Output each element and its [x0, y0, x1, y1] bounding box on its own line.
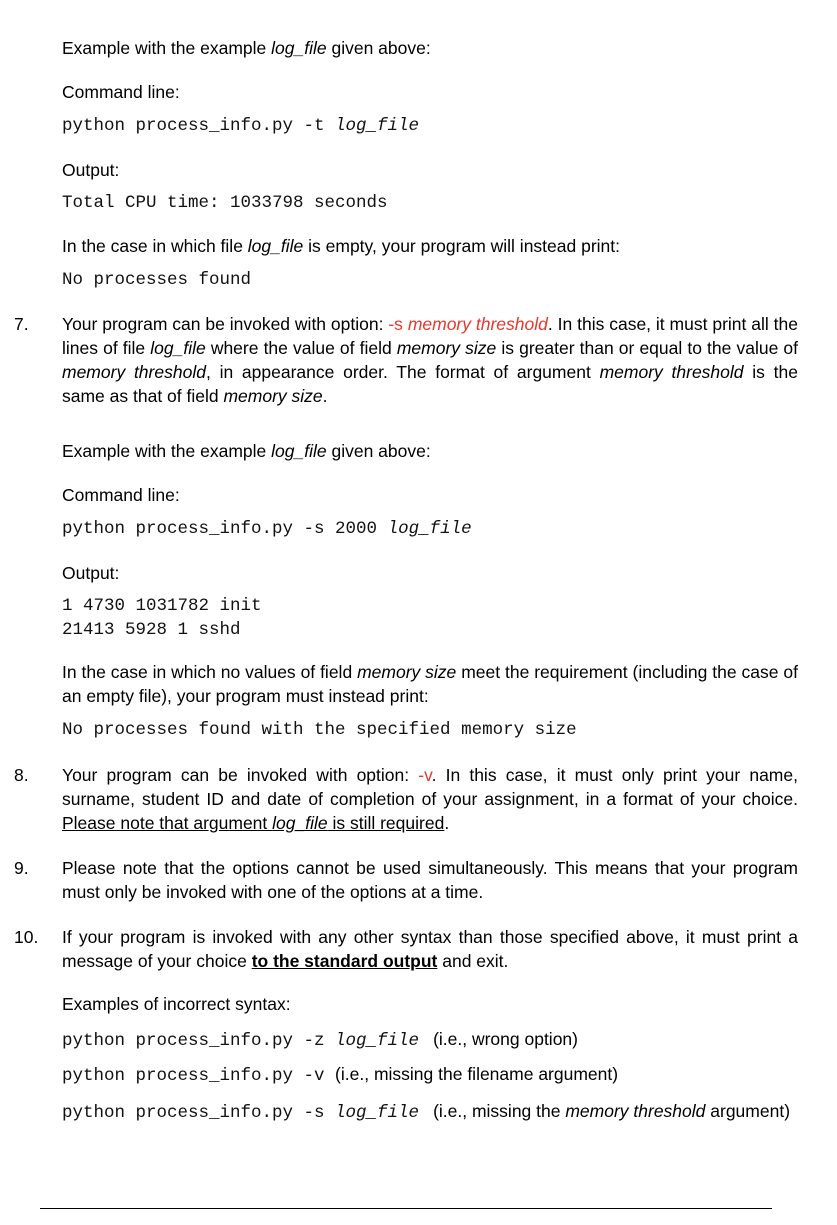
item-7-text: Your program can be invoked with option: -s memory threshold. In this case, it must print all the lines of file log_file where the value of field memory size is greater than or equal to the value of memory threshold, in appearance order. The format of argument memory threshold is the same as that of field memory size.	[62, 314, 798, 406]
item-10-text: If your program is invoked with any other syntax than those specified above, it must print a message of your choice to the standard output and exit.	[62, 927, 798, 971]
incorrect-example-1: python process_info.py -z log_file (i.e., wrong option)	[62, 1029, 578, 1051]
item-7-output-line: 21413 5928 1 sshd	[62, 620, 241, 640]
item-7-output-line: 1 4730 1031782 init	[62, 596, 262, 616]
item-7-number: 7.	[14, 314, 29, 334]
example-intro: Example with the example log_file given above:	[62, 38, 431, 58]
item-7-example-intro: Example with the example log_file given above:	[62, 441, 431, 461]
incorrect-syntax-label: Examples of incorrect syntax:	[62, 994, 291, 1014]
incorrect-example-2: python process_info.py -v (i.e., missing the filename argument)	[62, 1064, 619, 1086]
item-10-number: 10.	[14, 927, 39, 947]
item-8-required-note: Please note that argument log_file is still required	[62, 813, 445, 833]
command-example: python process_info.py -t log_file	[62, 116, 420, 136]
item-8-text: Your program can be invoked with option: -v. In this case, it must only print your name, surname, student ID and date of completion of your assignment, in a format of your choice. Please note that argument log_file is still required.	[62, 765, 798, 833]
item-7-command: python process_info.py -s 2000 log_file	[62, 519, 472, 539]
item-7-none-note: In the case in which no values of field memory size meet the requirement (including the case of an empty file), your program must instead print:	[62, 662, 798, 706]
item-9-text: Please note that the options cannot be used simultaneously. This means that your program must only be invoked with one of the options at a time.	[62, 858, 798, 902]
empty-file-note: In the case in which file log_file is empty, your program will instead print:	[62, 236, 621, 256]
output-label: Output:	[62, 160, 120, 180]
item-8-number: 8.	[14, 765, 29, 785]
item-7-command-label: Command line:	[62, 485, 180, 505]
item-7-output-label: Output:	[62, 563, 120, 583]
footer-rule	[40, 1208, 772, 1209]
empty-file-output: No processes found	[62, 270, 252, 290]
item-7-none-output: No processes found with the specified memory size	[62, 720, 577, 740]
incorrect-example-3: python process_info.py -s log_file (i.e., missing the memory threshold argument)	[62, 1101, 791, 1123]
output-example: Total CPU time: 1033798 seconds	[62, 193, 388, 213]
item-9-number: 9.	[14, 858, 29, 878]
command-line-label: Command line:	[62, 82, 180, 102]
